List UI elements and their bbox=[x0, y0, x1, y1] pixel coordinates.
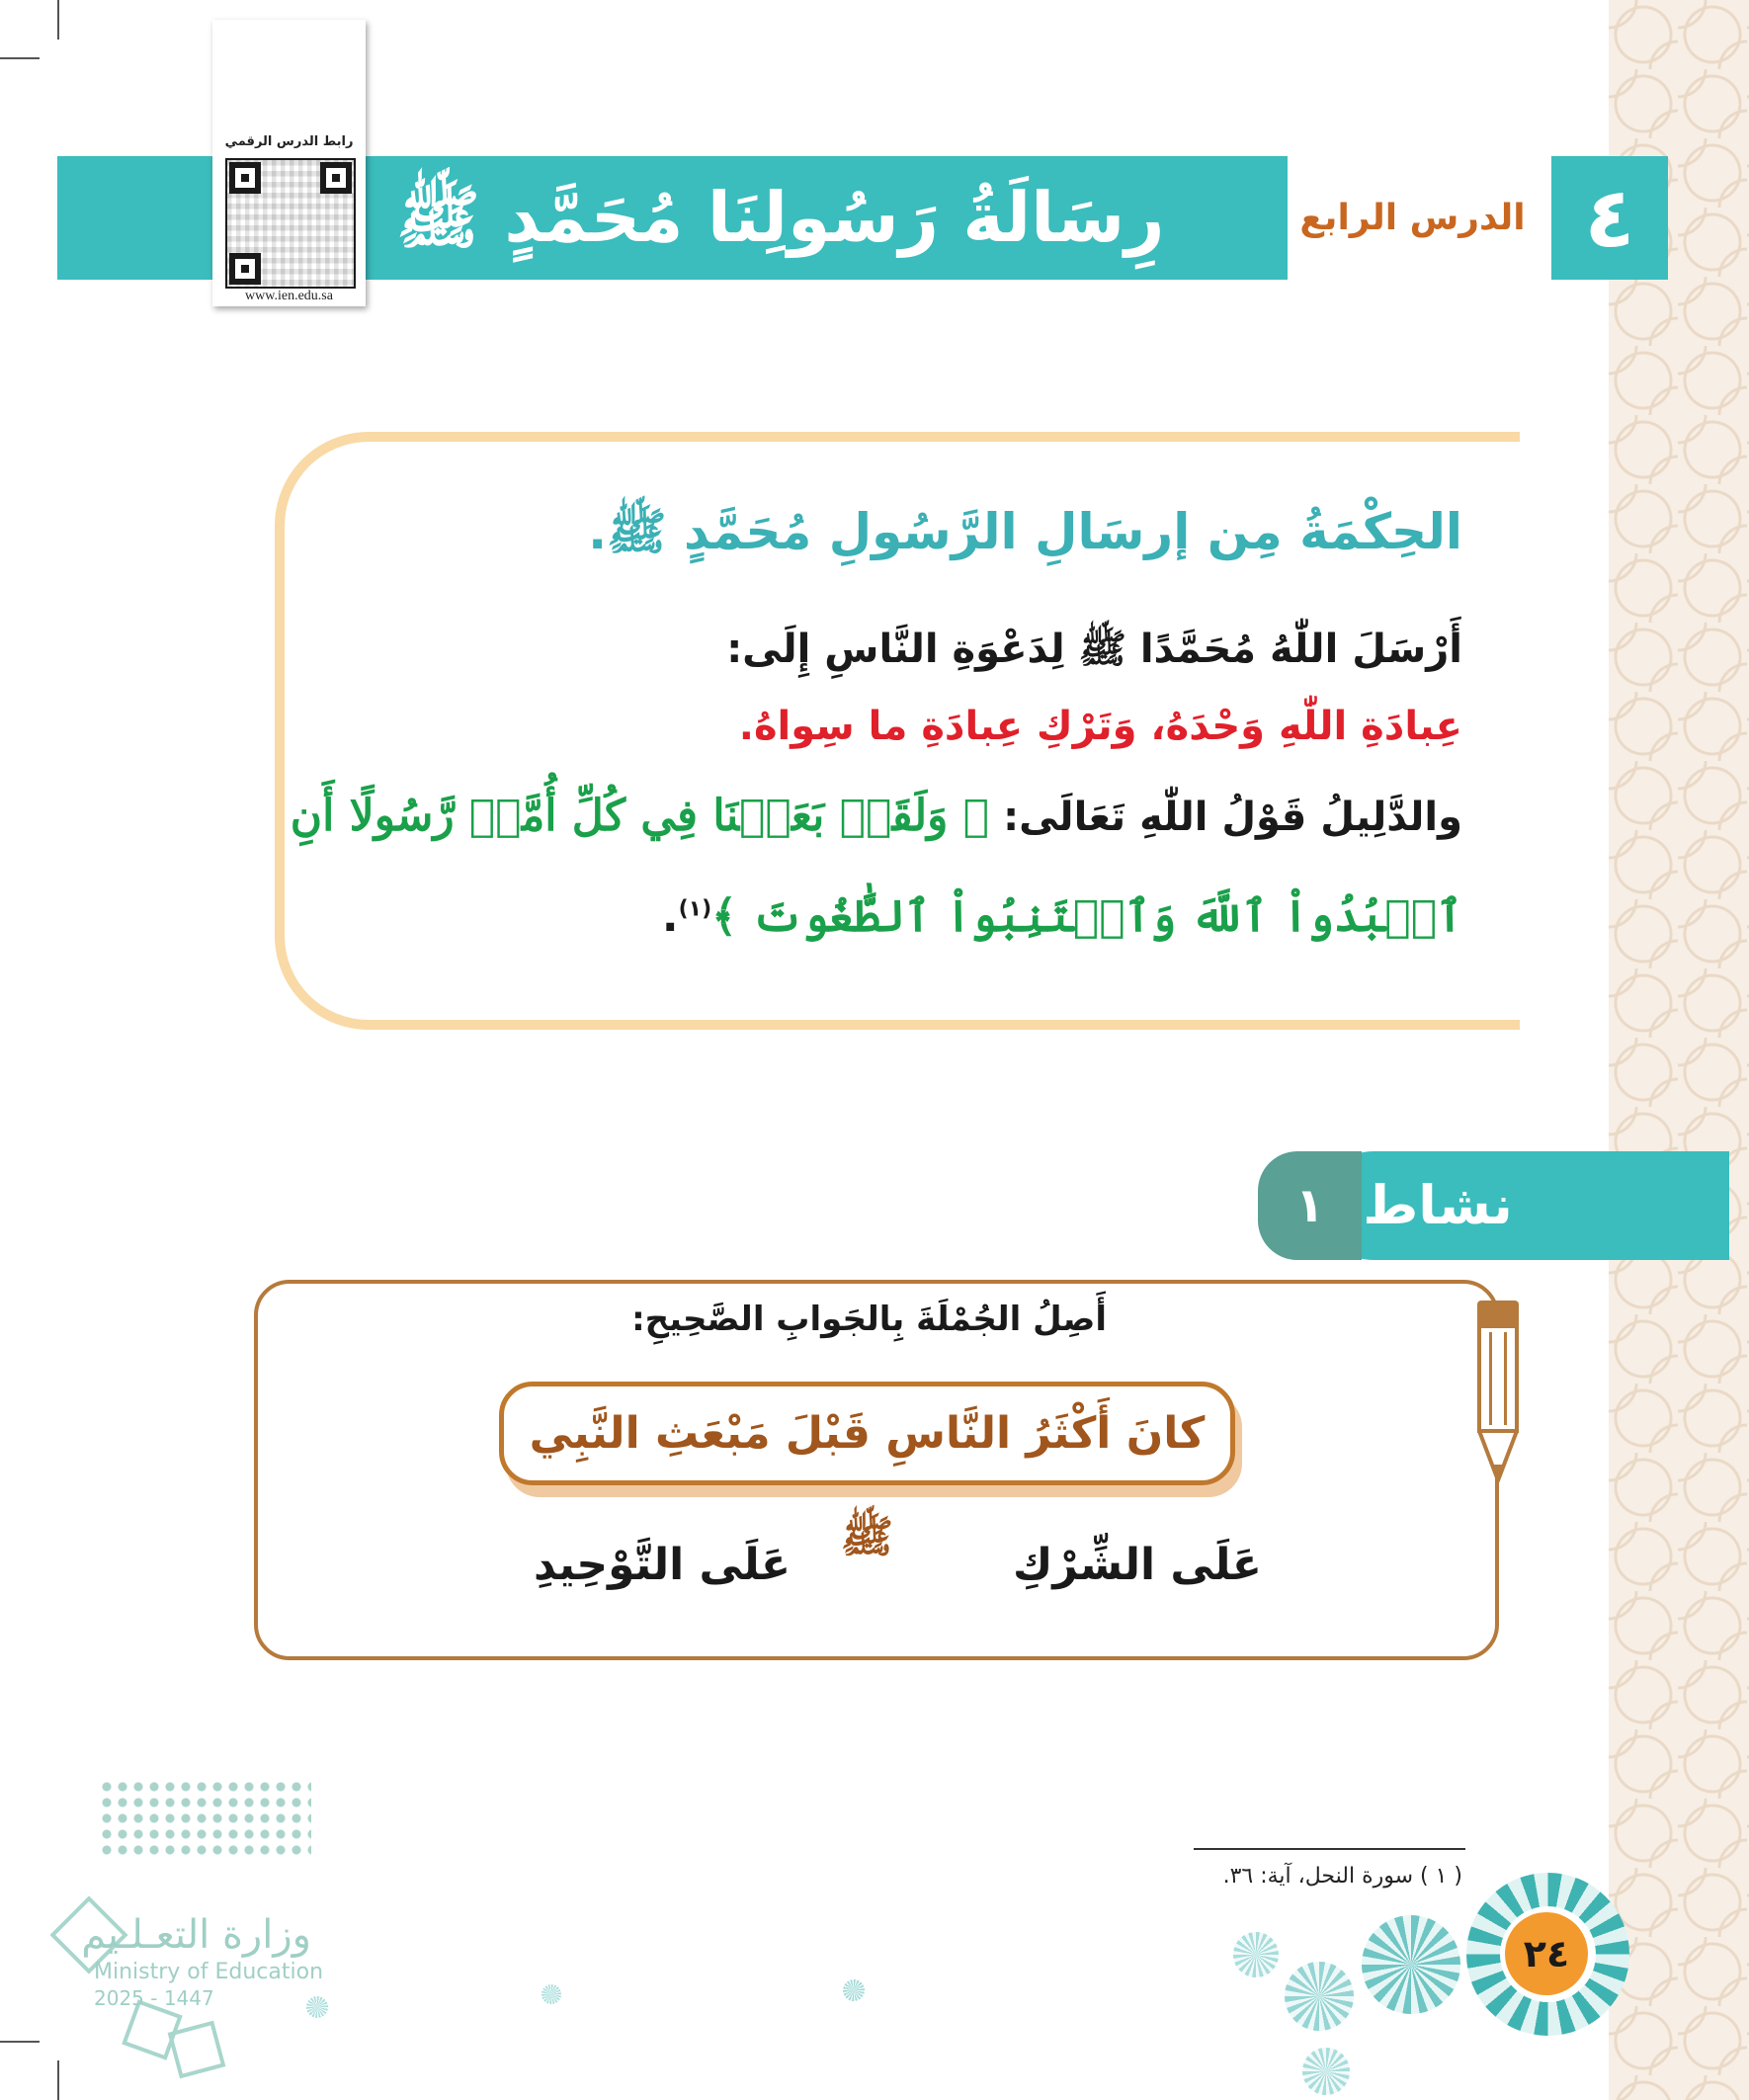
rosette-ornament-icon bbox=[1233, 1932, 1279, 1977]
evidence-prefix: والدَّلِيلُ قَوْلُ اللّٰهِ تَعَالَى: bbox=[1003, 795, 1462, 840]
answer-option-shirk[interactable]: عَلَى الشِّرْكِ bbox=[1013, 1540, 1262, 1590]
qr-finder bbox=[229, 253, 261, 285]
lesson-number: ٤ bbox=[1551, 156, 1668, 280]
activity-instruction: أَصِلُ الجُمْلَةَ بِالجَوابِ الصَّحِيحِ: bbox=[631, 1300, 1107, 1339]
end-dot: . bbox=[661, 891, 679, 942]
page-number: ٢٤ bbox=[1505, 1912, 1588, 1995]
rosette-ornament-icon bbox=[843, 1979, 865, 2001]
activity-label: نشاط bbox=[1363, 1174, 1513, 1236]
rosette-ornament-icon bbox=[1362, 1915, 1460, 2014]
decorative-side-pattern bbox=[1609, 0, 1749, 2100]
crop-mark bbox=[0, 57, 40, 59]
qr-finder bbox=[229, 162, 261, 194]
rosette-ornament-icon bbox=[1285, 1962, 1354, 2031]
crop-mark bbox=[0, 2041, 40, 2043]
ministry-logo-shape bbox=[168, 2021, 226, 2079]
ministry-year: 2025 - 1447 bbox=[94, 1986, 214, 2010]
ministry-name-arabic: وزارة التعـلـيم bbox=[81, 1912, 311, 1958]
activity-number: ١ bbox=[1258, 1151, 1362, 1260]
qr-url: www.ien.edu.sa bbox=[245, 289, 333, 303]
answer-option-tawhid[interactable]: عَلَى التَّوْحِيدِ bbox=[534, 1540, 791, 1590]
footnote-text: ( ١ ) سورة النحل، آية: ٣٦. bbox=[1222, 1864, 1462, 1889]
wisdom-line-4 bbox=[662, 891, 1462, 942]
qr-card[interactable] bbox=[212, 20, 366, 306]
lesson-label: الدرس الرابع bbox=[1299, 198, 1526, 238]
quran-verse-part-2: ٱعۡبُدُواْ ٱللَّهَ وَٱجۡتَنِبُواْ ٱلطَّٰغُوتَ ﴾ bbox=[711, 891, 1462, 942]
wisdom-line-3 bbox=[291, 791, 1462, 841]
ministry-logo-dots bbox=[99, 1779, 311, 1858]
quran-verse-part-1: ﴿ وَلَقَدۡ بَعَثۡنَا فِي كُلِّ أُمَّةٖ رَّسُولًا أَنِ bbox=[290, 791, 990, 841]
footnote-rule bbox=[1194, 1848, 1465, 1850]
wisdom-heading: الحِكْمَةُ مِن إرسَالِ الرَّسُولِ مُحَمَّدٍ ﷺ. bbox=[588, 503, 1462, 560]
pencil-icon bbox=[1477, 1324, 1519, 1433]
qr-code-icon[interactable] bbox=[225, 158, 356, 289]
rosette-ornament-icon bbox=[1302, 2048, 1350, 2095]
crop-mark bbox=[57, 2060, 59, 2100]
rosette-ornament-icon bbox=[541, 1984, 561, 2004]
wisdom-line-2: عِبادَةِ اللّٰهِ وَحْدَهُ، وَتَرْكِ عِبادَةِ ما سِواهُ. bbox=[738, 704, 1462, 749]
sentence-text: كانَ أَكْثَرُ النَّاسِ قَبْلَ مَبْعَثِ النَّبِي ﷺ bbox=[529, 1408, 1206, 1562]
pencil-tip-icon bbox=[1477, 1431, 1519, 1482]
qr-finder bbox=[320, 162, 352, 194]
footnote-reference: (١) bbox=[678, 896, 712, 922]
crop-mark bbox=[57, 0, 59, 40]
lesson-title: رِسَالَةُ رَسُولِنَا مُحَمَّدٍ ﷺ bbox=[396, 177, 1165, 258]
ministry-name-english: Ministry of Education bbox=[94, 1960, 324, 1984]
qr-label: رابط الدرس الرقمي bbox=[224, 134, 354, 149]
rosette-ornament-icon bbox=[306, 1996, 328, 2018]
wisdom-line-1: أَرْسَلَ اللّٰهُ مُحَمَّدًا ﷺ لِدَعْوَةِ النَّاسِ إِلَى: bbox=[726, 627, 1462, 672]
